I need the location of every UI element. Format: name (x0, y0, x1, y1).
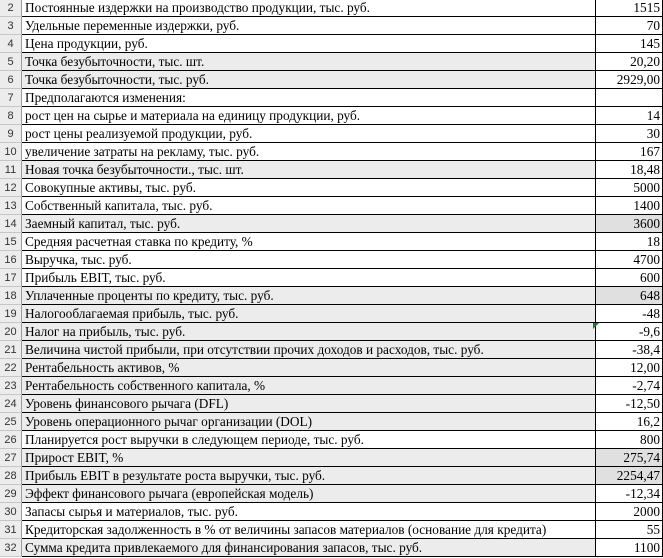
row-number[interactable]: 14 (0, 215, 22, 233)
row-number[interactable]: 8 (0, 107, 22, 125)
label-cell[interactable]: Кредиторская задолженность в % от величины запасов материалов (основание для кредита) (22, 521, 596, 539)
table-row (0, 287, 663, 305)
value-cell[interactable]: 1100 (596, 539, 663, 557)
label-cell[interactable]: Уплаченные проценты по кредиту, тыс. руб. (22, 287, 596, 305)
table-row (0, 71, 663, 89)
label-cell[interactable]: Удельные переменные издержки, руб. (22, 17, 596, 35)
value-cell[interactable]: -12,34 (596, 485, 663, 503)
row-number[interactable]: 21 (0, 341, 22, 359)
table-row (0, 539, 663, 557)
label-cell[interactable]: Величина чистой прибыли, при отсутствии прочих доходов и расходов, тыс. руб. (22, 341, 596, 359)
value-cell[interactable]: 70 (596, 17, 663, 35)
value-cell[interactable]: 600 (596, 269, 663, 287)
label-cell[interactable]: Запасы сырья и материалов, тыс. руб. (22, 503, 596, 521)
row-number[interactable]: 22 (0, 359, 22, 377)
value-cell[interactable]: -9,6 (596, 323, 663, 341)
table-row (0, 161, 663, 179)
table-row (0, 125, 663, 143)
row-number[interactable]: 20 (0, 323, 22, 341)
label-cell[interactable]: Сумма кредита привлекаемого для финансирования запасов, тыс. руб. (22, 539, 596, 557)
row-number[interactable]: 6 (0, 71, 22, 89)
table-row (0, 107, 663, 125)
value-cell[interactable]: 800 (596, 431, 663, 449)
table-row (0, 179, 663, 197)
value-cell[interactable]: 1515 (596, 0, 663, 17)
label-cell[interactable]: Точка безубыточности, тыс. руб. (22, 71, 596, 89)
label-cell[interactable]: Рентабельность собственного капитала, % (22, 377, 596, 395)
value-cell[interactable]: 2254,47 (596, 467, 663, 485)
table-row (0, 53, 663, 71)
row-number[interactable]: 10 (0, 143, 22, 161)
value-cell[interactable]: 1400 (596, 197, 663, 215)
row-number[interactable]: 30 (0, 503, 22, 521)
label-cell[interactable]: Эффект финансового рычага (европейская модель) (22, 485, 596, 503)
cell-note-indicator (593, 323, 599, 329)
table-row (0, 431, 663, 449)
table-row (0, 215, 663, 233)
value-cell[interactable]: 2000 (596, 503, 663, 521)
value-cell[interactable]: -38,4 (596, 341, 663, 359)
row-number[interactable]: 24 (0, 395, 22, 413)
row-number[interactable]: 4 (0, 35, 22, 53)
value-cell[interactable]: 12,00 (596, 359, 663, 377)
row-number[interactable]: 23 (0, 377, 22, 395)
label-cell[interactable]: Совокупные активы, тыс. руб. (22, 179, 596, 197)
label-cell[interactable]: Цена продукции, руб. (22, 35, 596, 53)
value-cell[interactable]: 18,48 (596, 161, 663, 179)
row-number[interactable]: 5 (0, 53, 22, 71)
table-row (0, 35, 663, 53)
value-cell[interactable]: -48 (596, 305, 663, 323)
value-cell[interactable]: 55 (596, 521, 663, 539)
row-number[interactable]: 3 (0, 17, 22, 35)
table-row (0, 0, 663, 17)
label-cell[interactable]: Уровень финансового рычага (DFL) (22, 395, 596, 413)
label-cell[interactable]: Новая точка безубыточности., тыс. шт. (22, 161, 596, 179)
table-row (0, 503, 663, 521)
table-row (0, 17, 663, 35)
row-number[interactable]: 26 (0, 431, 22, 449)
value-cell[interactable]: 14 (596, 107, 663, 125)
table-row (0, 521, 663, 539)
table-row (0, 377, 663, 395)
label-cell[interactable]: Прибыль EBIT, тыс. руб. (22, 269, 596, 287)
value-cell[interactable]: 30 (596, 125, 663, 143)
table-row (0, 305, 663, 323)
row-number[interactable]: 15 (0, 233, 22, 251)
label-cell[interactable]: Точка безубыточности, тыс. шт. (22, 53, 596, 71)
value-cell[interactable]: -12,50 (596, 395, 663, 413)
value-cell[interactable] (596, 89, 663, 107)
table-row (0, 233, 663, 251)
table-row (0, 323, 663, 341)
table-row (0, 251, 663, 269)
value-cell[interactable]: 167 (596, 143, 663, 161)
row-number[interactable]: 13 (0, 197, 22, 215)
row-number[interactable]: 11 (0, 161, 22, 179)
label-cell[interactable]: Налог на прибыль, тыс. руб. (22, 323, 596, 341)
label-cell[interactable]: рост цены реализуемой продукции, руб. (22, 125, 596, 143)
row-number[interactable]: 2 (0, 0, 22, 17)
row-number[interactable]: 19 (0, 305, 22, 323)
label-cell[interactable]: Средняя расчетная ставка по кредиту, % (22, 233, 596, 251)
table-row (0, 269, 663, 287)
table-row (0, 143, 663, 161)
value-cell[interactable]: 3600 (596, 215, 663, 233)
row-number[interactable]: 18 (0, 287, 22, 305)
row-number[interactable]: 17 (0, 269, 22, 287)
label-cell[interactable]: Планируется рост выручки в следующем периоде, тыс. руб. (22, 431, 596, 449)
label-cell[interactable]: Уровень операционного рычаг организации (DOL) (22, 413, 596, 431)
row-number[interactable]: 7 (0, 89, 22, 107)
table-row (0, 359, 663, 377)
row-number[interactable]: 16 (0, 251, 22, 269)
value-cell[interactable]: 2929,00 (596, 71, 663, 89)
value-cell[interactable]: 5000 (596, 179, 663, 197)
label-cell[interactable]: Рентабельность активов, % (22, 359, 596, 377)
row-number[interactable]: 25 (0, 413, 22, 431)
row-number[interactable]: 28 (0, 467, 22, 485)
label-cell[interactable]: Выручка, тыс. руб. (22, 251, 596, 269)
row-number[interactable]: 29 (0, 485, 22, 503)
label-cell[interactable]: Предполагаются изменения: (22, 89, 596, 107)
table-row (0, 413, 663, 431)
table-row (0, 197, 663, 215)
value-cell[interactable]: 4700 (596, 251, 663, 269)
value-cell[interactable]: 16,2 (596, 413, 663, 431)
table-row (0, 449, 663, 467)
label-cell[interactable]: Прибыль EBIT в результате роста выручки, тыс. руб. (22, 467, 596, 485)
label-cell[interactable]: Заемный капитал, тыс. руб. (22, 215, 596, 233)
table-row (0, 467, 663, 485)
label-cell[interactable]: увеличение затраты на рекламу, тыс. руб. (22, 143, 596, 161)
table-row (0, 341, 663, 359)
value-cell[interactable]: 275,74 (596, 449, 663, 467)
label-cell[interactable]: рост цен на сырье и материала на единицу продукции, руб. (22, 107, 596, 125)
label-cell[interactable]: Прирост EBIT, % (22, 449, 596, 467)
value-cell[interactable]: 20,20 (596, 53, 663, 71)
label-cell[interactable]: Постоянные издержки на производство продукции, тыс. руб. (22, 0, 596, 17)
label-cell[interactable]: Налогооблагаемая прибыль, тыс. руб. (22, 305, 596, 323)
row-number[interactable]: 9 (0, 125, 22, 143)
value-cell[interactable]: 18 (596, 233, 663, 251)
table-row (0, 485, 663, 503)
row-number[interactable]: 27 (0, 449, 22, 467)
value-cell[interactable]: 648 (596, 287, 663, 305)
row-number[interactable]: 12 (0, 179, 22, 197)
table-row (0, 395, 663, 413)
row-number[interactable]: 32 (0, 539, 22, 557)
value-cell[interactable]: -2,74 (596, 377, 663, 395)
label-cell[interactable]: Собственный капитала, тыс. руб. (22, 197, 596, 215)
table-row (0, 89, 663, 107)
row-number[interactable]: 31 (0, 521, 22, 539)
value-cell[interactable]: 145 (596, 35, 663, 53)
